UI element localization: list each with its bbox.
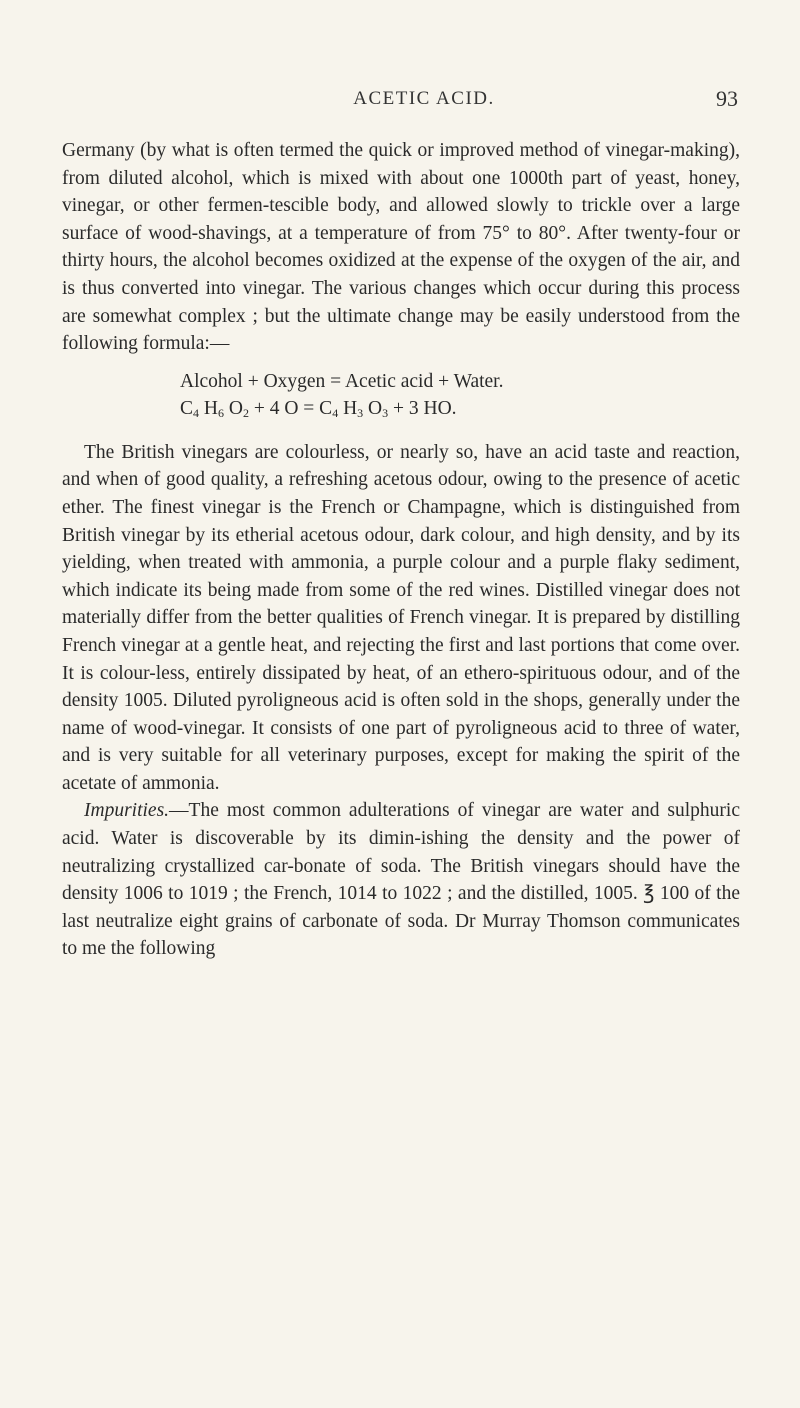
formula-symbol: H xyxy=(338,397,358,419)
formula-symbol: C xyxy=(180,397,194,419)
formula-symbol: H xyxy=(199,397,218,419)
formula-subscript: 2 xyxy=(242,405,249,420)
formula-symbol: + 3 HO. xyxy=(388,397,457,419)
formula-subscript: 4 xyxy=(193,405,200,420)
formula-symbol: + 4 O xyxy=(248,397,299,419)
formula-subscript: 4 xyxy=(332,405,339,420)
formula-symbol: O xyxy=(363,397,383,419)
chemical-formula xyxy=(62,368,740,427)
running-head xyxy=(110,88,738,118)
formula-symbol: = C xyxy=(298,397,333,419)
running-title: ACETIC ACID. xyxy=(353,88,495,109)
formula-subscript: 3 xyxy=(382,405,389,420)
formula-symbol-equation xyxy=(180,395,740,427)
formula-subscript: 3 xyxy=(357,405,364,420)
formula-subscript: 6 xyxy=(217,405,224,420)
paragraph-continuation: Germany (by what is often termed the quick or improved method of vinegar-making), from diluted alcohol, which is mixed with about one 1000th part of yeast, honey, vinegar, or other fermen-tescible body, and allowed slowly to trickle over a large surface of wood-shavings, at a temperature of from 75° to 80°. After twenty-four or thirty hours, the alcohol becomes oxidized at the expense of the oxygen of the air, and is thus converted into vinegar. The various changes which occur during this process are somewhat complex ; but the ultimate change may be easily understood from the following formula:— xyxy=(62,140,740,355)
formula-word-equation: Alcohol + Oxygen = Acetic acid + Water. xyxy=(180,370,504,392)
formula-symbol: O xyxy=(223,397,243,419)
page-number: 93 xyxy=(716,86,738,111)
impurities-heading: Impurities. xyxy=(84,800,170,822)
paragraph-vinegars: The British vinegars are colourless, or nearly so, have an acid taste and reaction, and when of good quality, a refreshing acetous odour, owing to the presence of acetic ether. The finest vinegar is the French or Champagne, which is distinguished from British vinegar by its etherial acetous odour, dark colour, and high density, and by its yielding, when treated with ammonia, a purple colour and a purple flaky sediment, which indicate its being made from some of the red wines. Distilled vinegar does not materially differ from the better qualities of French vinegar. It is prepared by distilling French vinegar at a gentle heat, and rejecting the first and last portions that come over. It is colour-less, entirely dissipated by heat, of an ethero-spirituous odour, and of the density 1005. Diluted pyroligneous acid is often sold in the shops, generally under the name of wood-vinegar. It consists of one part of pyroligneous acid to three of water, and is very suitable for all veterinary purposes, except for making the spirit of the acetate of ammonia. xyxy=(62,441,740,794)
paragraph-impurities xyxy=(62,797,740,963)
body-text xyxy=(62,137,740,963)
impurities-text: —The most common adulterations of vinegar are water and sulphuric acid. Water is discoverable by its dimin-ishing the density and the power of neutralizing crystallized car-bonate of soda. The British vinegars should have the density 1006 to 1019 ; the French, 1014 to 1022 ; and the distilled, 1005. ℥ 100 of the last neutralize eight grains of carbonate of soda. Dr Murray Thomson communicates to me the following xyxy=(62,800,740,960)
